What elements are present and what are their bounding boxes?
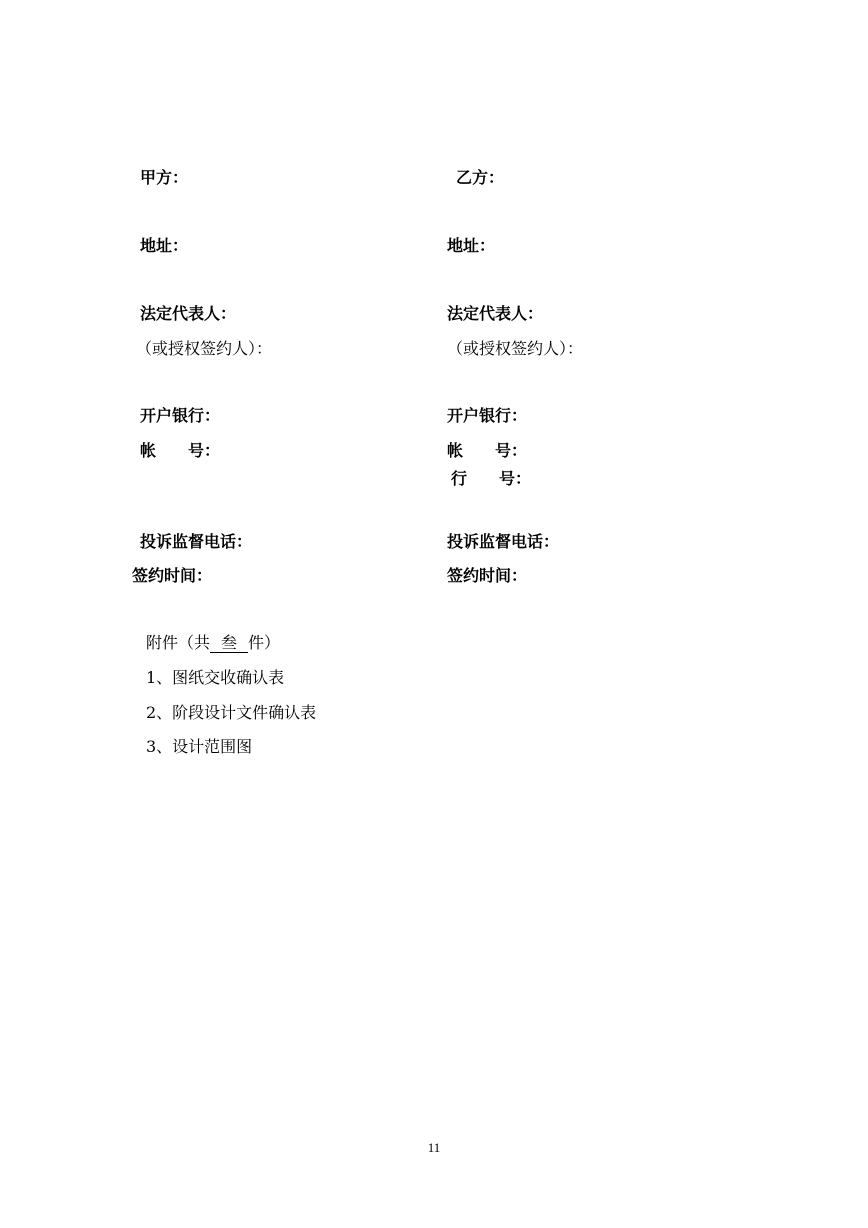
party-b-complaint-phone-label: 投诉监督电话：	[447, 532, 560, 551]
party-a-name-label: 甲方：	[140, 168, 189, 187]
attachments-heading	[146, 633, 280, 653]
attachment-item: 3、设计范围图	[146, 737, 253, 756]
attachment-item: 1、图纸交收确认表	[146, 668, 285, 687]
party-b-sign-time-label: 签约时间：	[447, 566, 528, 585]
party-a-address-label: 地址：	[140, 236, 189, 255]
attachments-suffix: 件）	[248, 633, 281, 652]
party-b-authorized-label: （或授权签约人）：	[447, 339, 584, 358]
party-b-bank-label: 开户银行：	[447, 406, 528, 425]
party-a-sign-time-label: 签约时间：	[132, 566, 213, 585]
attachments-prefix: 附件（共	[146, 633, 211, 652]
party-a-legal-rep-label: 法定代表人：	[140, 304, 237, 323]
party-a-authorized-label: （或授权签约人）：	[136, 339, 273, 358]
party-a-complaint-phone-label: 投诉监督电话：	[140, 532, 253, 551]
party-a-bank-label: 开户银行：	[140, 406, 221, 425]
attachment-item: 2、阶段设计文件确认表	[146, 703, 317, 722]
page-number: 11	[427, 1140, 441, 1155]
party-b-address-label: 地址：	[447, 236, 496, 255]
attachments-count: 叁	[210, 634, 248, 653]
party-b-name-label: 乙方：	[456, 168, 505, 187]
party-a-account-label: 帐 号：	[140, 441, 221, 460]
party-b-account-label: 帐 号：	[447, 441, 528, 460]
party-b-bank-no-label: 行 号：	[451, 469, 532, 488]
party-b-legal-rep-label: 法定代表人：	[447, 304, 544, 323]
